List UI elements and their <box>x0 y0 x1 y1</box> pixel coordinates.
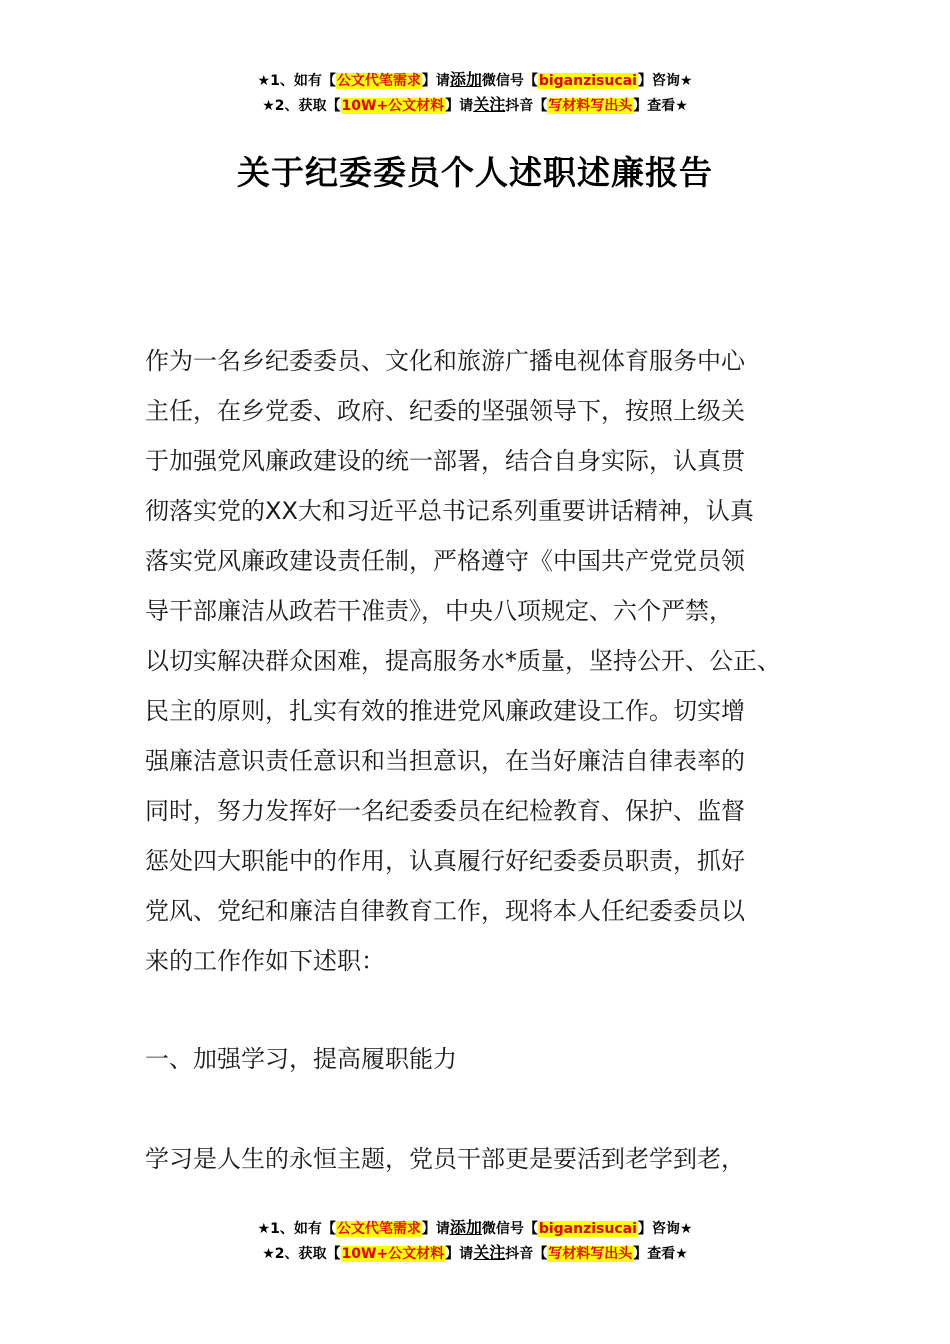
banner-text: ★1、如有【 <box>257 1221 336 1237</box>
text-line: 同时，努力发挥好一名纪委委员在纪检教育、保护、监督 <box>145 797 745 825</box>
heading-text: 一、加强学习，提高履职能力 <box>145 1045 457 1073</box>
banner-text: ★1、如有【 <box>257 73 336 89</box>
banner-line-1 <box>0 1216 950 1241</box>
highlight-wechat-id: biganzisucai <box>538 73 637 89</box>
text-line: 作为一名乡纪委委员、文化和旅游广播电视体育服务中心 <box>145 347 745 375</box>
paragraph-1 <box>145 336 815 986</box>
highlight-ghostwriting: 公文代笔需求 <box>336 1221 421 1237</box>
banner-text: 】查看★ <box>633 1246 688 1262</box>
section-heading-1 <box>145 1034 815 1084</box>
banner-line-2 <box>0 93 950 118</box>
banner-text: 微信号【 <box>481 1221 538 1237</box>
text-line: 主任，在乡党委、政府、纪委的坚强领导下，按照上级关 <box>145 397 745 425</box>
text-line: 学习是人生的永恒主题，党员干部更是要活到老学到老， <box>145 1145 745 1173</box>
footer-banner <box>0 1216 950 1266</box>
highlight-ghostwriting: 公文代笔需求 <box>336 73 421 89</box>
banner-text: 】请 <box>421 73 450 89</box>
highlight-wechat-id: biganzisucai <box>538 1221 637 1237</box>
banner-line-2 <box>0 1241 950 1266</box>
text-line: 于加强党风廉政建设的统一部署，结合自身实际，认真贯 <box>145 447 745 475</box>
banner-text: 抖音【 <box>505 1246 548 1262</box>
text-line: 彻落实党的XX大和习近平总书记系列重要讲话精神，认真 <box>145 497 754 525</box>
underline-add: 添加 <box>449 70 482 89</box>
banner-text: 】咨询★ <box>637 1221 693 1237</box>
highlight-materials: 10W+公文材料 <box>341 1246 445 1262</box>
banner-text: ★2、获取【 <box>262 1246 341 1262</box>
banner-text: ★2、获取【 <box>262 98 341 114</box>
text-line: 导干部廉洁从政若干准责》，中央八项规定、六个严禁， <box>145 597 733 625</box>
text-line: 党风、党纪和廉洁自律教育工作，现将本人任纪委委员以 <box>145 897 745 925</box>
header-banner <box>0 68 950 118</box>
text-line: 来的工作作如下述职： <box>145 947 385 975</box>
paragraph-2 <box>145 1134 815 1184</box>
text-line: 民主的原则，扎实有效的推进党风廉政建设工作。切实增 <box>145 697 745 725</box>
highlight-materials: 10W+公文材料 <box>341 98 445 114</box>
banner-text: 】请 <box>421 1221 450 1237</box>
text-line: 强廉洁意识责任意识和当担意识，在当好廉洁自律表率的 <box>145 747 745 775</box>
banner-line-1 <box>0 68 950 93</box>
banner-text: 】咨询★ <box>637 73 693 89</box>
highlight-douyin-id: 写材料写出头 <box>548 1246 633 1262</box>
text-line: 落实党风廉政建设责任制，严格遵守《中国共产党党员领 <box>145 547 745 575</box>
banner-text: 】请 <box>445 98 474 114</box>
document-title: 关于纪委委员个人述职述廉报告 <box>237 153 713 192</box>
banner-text: 抖音【 <box>505 98 548 114</box>
banner-text: 】查看★ <box>633 98 688 114</box>
text-line: 以切实解决群众困难，提高服务水*质量，坚持公开、公正、 <box>145 647 781 675</box>
banner-text: 微信号【 <box>481 73 538 89</box>
underline-follow: 关注 <box>473 1243 506 1262</box>
text-line: 惩处四大职能中的作用，认真履行好纪委委员职责，抓好 <box>145 847 745 875</box>
underline-follow: 关注 <box>473 95 506 114</box>
banner-text: 】请 <box>445 1246 474 1262</box>
highlight-douyin-id: 写材料写出头 <box>548 98 633 114</box>
underline-add: 添加 <box>449 1218 482 1237</box>
